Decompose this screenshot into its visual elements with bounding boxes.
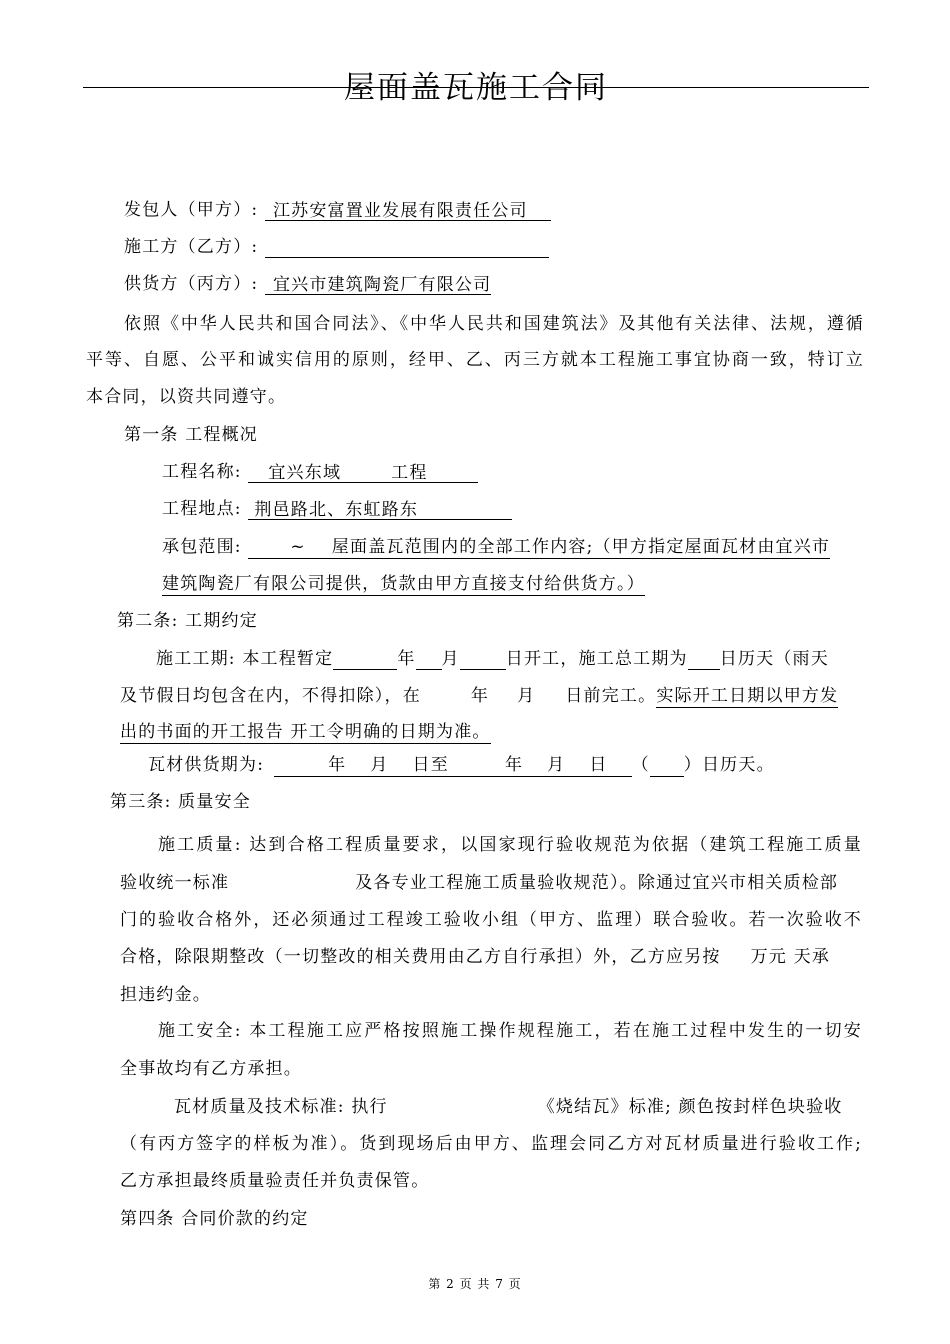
scope-tilde: ~ [290,537,306,557]
quality-row-2 [120,872,838,894]
party-b-label: 施工方（乙方）: [124,237,259,257]
quality-line-2b: 及各专业工程施工质量验收规范）。除通过宜兴市相关质检部 [355,873,839,893]
supply-day-2: 日 [589,755,608,775]
quality-line-4a: 合格，除限期整改（一切整改的相关费用由乙方自行承担）外，乙方应另按 [120,947,721,967]
actual-start-note-2: 出的书面的开工报告 开工令明确的日期为准。 [120,722,491,742]
party-a-value: 江苏安富置业发展有限责任公司 [265,200,551,221]
actual-start-note-1: 实际开工日期以甲方发 [656,686,839,706]
quality-line-1: 施工质量: 达到合格工程质量要求，以国家现行验收规范为依据（建筑工程施工质量 [158,835,862,855]
finish-year-label: 年 [470,686,490,706]
party-a-label: 发包人（甲方）: [124,200,259,220]
document-title: 屋面盖瓦施工合同 [344,70,608,106]
safety-line-1: 施工安全: 本工程施工应严格按照施工操作规程施工，若在施工过程中发生的一切安 [158,1021,862,1041]
quality-line-4b: 万元 天承 [750,947,831,967]
supply-year-2: 年 [504,755,524,775]
scope-row [162,536,830,558]
scope-label: 承包范围: [162,537,242,557]
project-name-b: 工程 [391,463,428,483]
quality-line-2a: 验收统一标准 [120,873,230,893]
quality-row-4 [120,946,830,968]
quality-line-3: 门的验收合格外，还必须通过工程竣工验收小组（甲方、监理）联合验收。若一次验收不 [120,910,862,930]
safety-line-2: 全事故均有乙方承担。 [120,1059,302,1079]
start-year-blank [333,649,397,670]
project-name-label: 工程名称: [162,462,242,482]
tile-line-3: 乙方承担最终质量验责任并负责保管。 [120,1171,430,1191]
schedule-row-2 [120,685,838,707]
schedule-row-3 [120,721,491,743]
preamble-line-3: 本合同，以资共同遵守。 [86,387,287,407]
party-c-row [124,273,491,295]
supply-period-field [274,755,631,777]
scope-line-1: 屋面盖瓦范围内的全部工作内容;（甲方指定屋面瓦材由宜兴市 [331,537,831,557]
duration-blank [688,649,720,670]
tile-line-2: （有丙方签字的样板为准）。货到现场后由甲方、监理会同乙方对瓦材质量进行验收工作; [120,1134,862,1154]
schedule-text-1: 施工工期: 本工程暂定 [156,649,334,669]
tile-row-1 [174,1096,842,1118]
article1-heading: 第一条 工程概况 [124,425,259,445]
start-year-label: 年 [397,649,416,669]
party-b-value [265,237,549,258]
supply-label: 瓦材供货期为: [148,755,265,775]
supply-year-1: 年 [328,755,347,775]
page-footer: 第 2 页 共 7 页 [428,1277,522,1291]
scope-row-2 [162,573,645,595]
supply-row [148,754,775,777]
supply-month-1: 月 [370,755,389,775]
project-name-row [162,461,478,483]
start-month-blank [416,649,442,670]
article2-heading: 第二条: 工期约定 [117,611,258,631]
project-site-value: 荆邑路北、东虹路东 [248,499,512,520]
supply-month-2: 月 [547,755,566,775]
finish-day-label: 日前完工。 [565,686,657,706]
project-site-row [162,498,512,520]
supply-days-blank [650,756,684,777]
tile-line-1b: 《烧结瓦》标准; 颜色按封样色块验收 [537,1097,843,1117]
project-site-label: 工程地点: [162,499,242,519]
project-name-a: 宜兴东域 [268,463,342,483]
preamble-line-1: 依照《中华人民共和国合同法》、《中华人民共和国建筑法》及其他有关法律、法规，遵循 [124,314,864,334]
supply-day-to: 日至 [412,755,449,775]
project-name-field [248,462,478,483]
scope-field [248,537,830,559]
article3-heading: 第三条: 质量安全 [110,792,251,812]
start-month-label: 月 [441,649,460,669]
title-block [83,66,869,114]
party-c-label: 供货方（丙方）: [124,274,259,294]
supply-paren-close: ）日历天。 [683,755,775,775]
schedule-text-4: 及节假日均包含在内，不得扣除），在 [120,686,421,706]
article4-heading: 第四条 合同价款的约定 [120,1209,309,1229]
start-day-blank [460,649,506,670]
tile-line-1a: 瓦材质量及技术标准: 执行 [174,1097,388,1117]
schedule-text-3: 日历天（雨天 [719,649,829,669]
scope-line-2: 建筑陶瓷厂有限公司提供，货款由甲方直接支付给供货方。） [162,574,645,594]
party-a-row [124,199,551,221]
party-b-row [124,236,549,258]
schedule-text-2: 日开工，施工总工期为 [505,649,688,669]
schedule-row-1 [156,648,829,670]
finish-month-label: 月 [517,686,536,706]
party-c-value: 宜兴市建筑陶瓷厂有限公司 [265,274,491,295]
quality-line-5: 担违约金。 [120,985,211,1005]
supply-paren-open: （ [631,755,650,775]
preamble-line-2: 平等、自愿、公平和诚实信用的原则，经甲、乙、丙三方就本工程施工事宜协商一致，特订立 [86,350,864,370]
